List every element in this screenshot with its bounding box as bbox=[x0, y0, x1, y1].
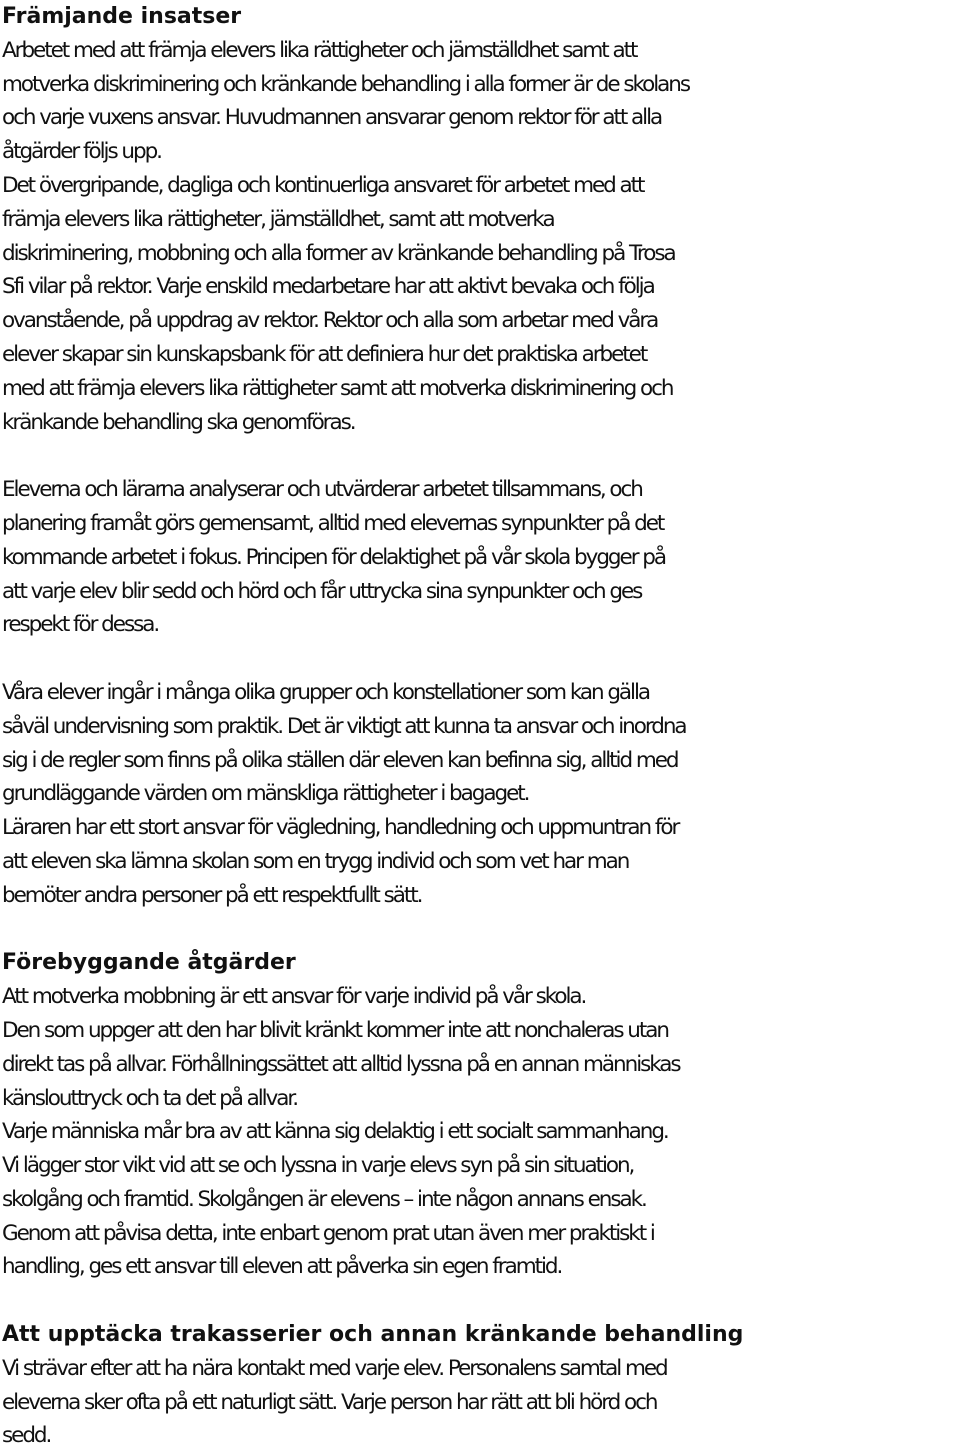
text-line: Det övergripande, dagliga och kontinuerliga ansvaret för arbetet med att bbox=[2, 172, 644, 198]
text-line: ovanstående, på uppdrag av rektor. Rektor och alla som arbetar med våra bbox=[2, 308, 658, 334]
text-line: eleverna sker ofta på ett naturligt sätt. Varje person har rätt att bli hörd och bbox=[2, 1389, 657, 1415]
section-forebyggande-atgarder bbox=[2, 946, 958, 1284]
text-line: Att motverka mobbning är ett ansvar för varje individ på vår skola. bbox=[2, 984, 586, 1010]
text-line: grundläggande värden om mänskliga rättigheter i bagaget. bbox=[2, 781, 529, 807]
text-line: handling, ges ett ansvar till eleven att påverka sin egen framtid. bbox=[2, 1254, 562, 1280]
text-line: respekt för dessa. bbox=[2, 612, 159, 638]
text-line: och varje vuxens ansvar. Huvudmannen ansvarar genom rektor för att alla bbox=[2, 105, 662, 131]
section-heading: Främjande insatser bbox=[2, 4, 242, 29]
text-line: Läraren har ett stort ansvar för vägledning, handledning och uppmuntran för bbox=[2, 815, 679, 841]
section-framjande-insatser bbox=[2, 0, 958, 913]
text-line: främja elevers lika rättigheter, jämställdhet, samt att motverka bbox=[2, 206, 554, 232]
text-line: planering framåt görs gemensamt, alltid med elevernas synpunkter på det bbox=[2, 510, 664, 536]
text-line: diskriminering, mobbning och alla former av kränkande behandling på Trosa bbox=[2, 240, 675, 266]
paragraph bbox=[2, 676, 958, 913]
section-spacer bbox=[2, 1284, 958, 1318]
paragraph-spacer bbox=[2, 439, 958, 473]
text-line: elever skapar sin kunskapsbank för att definiera hur det praktiska arbetet bbox=[2, 341, 647, 367]
text-line: Den som uppger att den har blivit kränkt kommer inte att nonchaleras utan bbox=[2, 1017, 668, 1043]
text-line: Våra elever ingår i många olika grupper och konstellationer som kan gälla bbox=[2, 679, 650, 705]
text-line: åtgärder följs upp. bbox=[2, 139, 161, 165]
text-line: såväl undervisning som praktik. Det är viktigt att kunna ta ansvar och inordna bbox=[2, 713, 686, 739]
text-line: Vi lägger stor vikt vid att se och lyssna in varje elevs syn på sin situation, bbox=[2, 1153, 634, 1179]
text-line: sig i de regler som finns på olika ställen där eleven kan befinna sig, alltid med bbox=[2, 747, 678, 773]
paragraph bbox=[2, 473, 958, 642]
paragraph-spacer bbox=[2, 642, 958, 676]
text-line: kommande arbetet i fokus. Principen för delaktighet på vår skola bygger på bbox=[2, 544, 666, 570]
text-line: med att främja elevers lika rättigheter samt att motverka diskriminering och bbox=[2, 375, 673, 401]
text-line: att eleven ska lämna skolan som en trygg individ och som vet har man bbox=[2, 848, 629, 874]
section-upptacka-trakasserier bbox=[2, 1318, 958, 1453]
paragraph bbox=[2, 1352, 958, 1453]
text-line: sedd. bbox=[2, 1423, 51, 1449]
text-line: Eleverna och lärarna analyserar och utvärderar arbetet tillsammans, och bbox=[2, 477, 642, 503]
text-line: att varje elev blir sedd och hörd och får uttrycka sina synpunkter och ges bbox=[2, 578, 642, 604]
text-line: Genom att påvisa detta, inte enbart genom prat utan även mer praktiskt i bbox=[2, 1220, 654, 1246]
paragraph bbox=[2, 980, 958, 1284]
section-heading: Att upptäcka trakasserier och annan kränkande behandling bbox=[2, 1322, 744, 1348]
text-line: Varje människa mår bra av att känna sig delaktig i ett socialt sammanhang. bbox=[2, 1119, 668, 1145]
text-line: Sfi vilar på rektor. Varje enskild medarbetare har att aktivt bevaka och följa bbox=[2, 274, 654, 300]
paragraph bbox=[2, 34, 958, 440]
text-line: Vi strävar efter att ha nära kontakt med varje elev. Personalens samtal med bbox=[2, 1355, 667, 1381]
text-line: känslouttryck och ta det på allvar. bbox=[2, 1085, 297, 1111]
text-line: Arbetet med att främja elevers lika rättigheter och jämställdhet samt att bbox=[2, 37, 637, 63]
text-line: bemöter andra personer på ett respektfullt sätt. bbox=[2, 882, 422, 908]
text-line: motverka diskriminering och kränkande behandling i alla former är de skolans bbox=[2, 71, 690, 97]
text-line: skolgång och framtid. Skolgången är elevens – inte någon annans ensak. bbox=[2, 1186, 646, 1212]
text-line: kränkande behandling ska genomföras. bbox=[2, 409, 355, 435]
section-heading: Förebyggande åtgärder bbox=[2, 950, 296, 976]
text-line: direkt tas på allvar. Förhållningssättet att alltid lyssna på en annan människas bbox=[2, 1051, 680, 1077]
section-spacer bbox=[2, 913, 958, 947]
